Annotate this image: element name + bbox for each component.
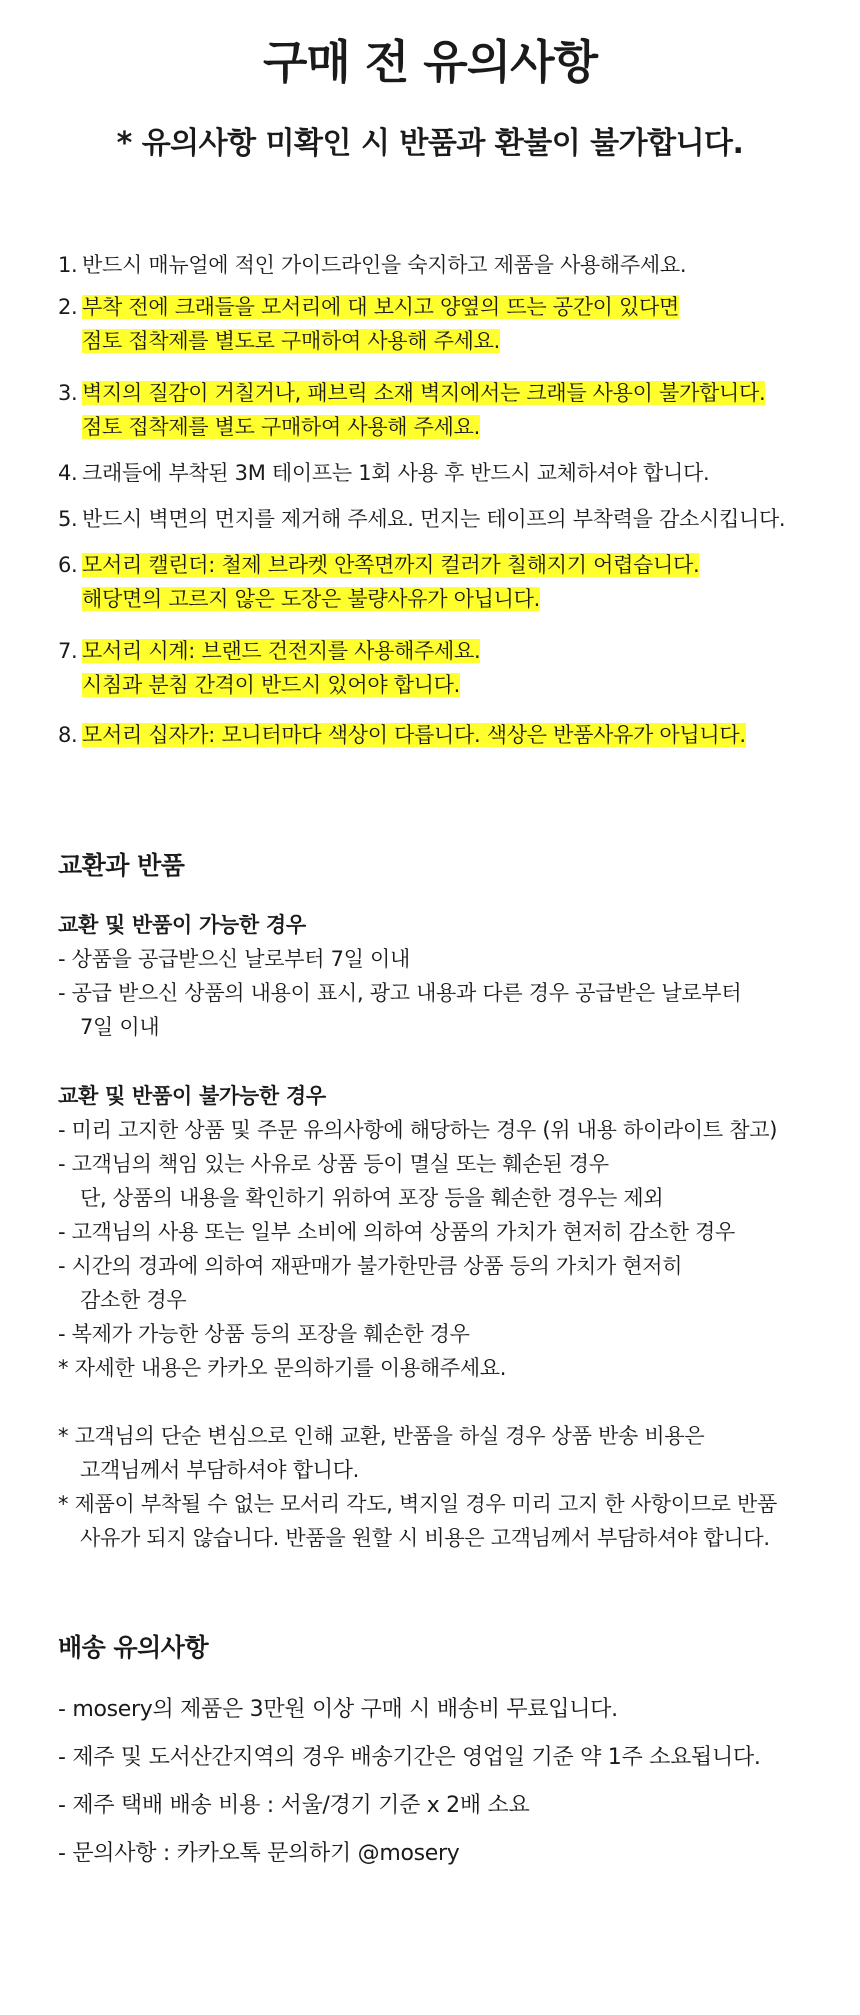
list-item: - 복제가 가능한 상품 등의 포장을 훼손한 경우 [58, 1322, 470, 1346]
notice-item-2 [58, 290, 848, 358]
notice-number: 8. [58, 723, 78, 747]
exchange-notes-block [58, 1419, 848, 1555]
notice-item-1 [58, 248, 848, 282]
exchange-possible-block [58, 908, 848, 1044]
list-item: - 미리 고지한 상품 및 주문 유의사항에 해당하는 경우 (위 내용 하이라이트 참고) [58, 1118, 778, 1142]
note-item-continued: 사유가 되지 않습니다. 반품을 원할 시 비용은 고객님께서 부담하셔야 합니다. [80, 1526, 770, 1550]
notice-text-continued: 시침과 분침 간격이 반드시 있어야 합니다. [82, 673, 461, 697]
shipping-section-title: 배송 유의사항 [58, 1633, 209, 1662]
notice-text: 모서리 시계: 브랜드 건전지를 사용해주세요. [82, 639, 481, 663]
notice-text: 반드시 벽면의 먼지를 제거해 주세요. 먼지는 테이프의 부착력을 감소시킵니다. [82, 507, 786, 531]
notice-number: 4. [58, 461, 78, 485]
list-item: - 시간의 경과에 의하여 재판매가 불가한만큼 상품 등의 가치가 현저히 [58, 1254, 683, 1278]
shipping-item: - 제주 및 도서산간지역의 경우 배송기간은 영업일 기준 약 1주 소요됩니다. [58, 1745, 761, 1770]
shipping-item: - 문의사항 : 카카오톡 문의하기 @mosery [58, 1841, 460, 1866]
list-item: - 공급 받으신 상품의 내용이 표시, 광고 내용과 다른 경우 공급받은 날로부터 [58, 981, 742, 1005]
exchange-section-title: 교환과 반품 [58, 851, 185, 880]
note-item: * 고객님의 단순 변심으로 인해 교환, 반품을 하실 경우 상품 반송 비용은 [58, 1424, 705, 1448]
note-item-continued: 고객님께서 부담하셔야 합니다. [80, 1458, 359, 1482]
list-item-continued: 감소한 경우 [80, 1288, 187, 1312]
notice-item-5 [58, 502, 848, 536]
notice-number: 3. [58, 381, 78, 405]
exchange-possible-heading: 교환 및 반품이 가능한 경우 [58, 913, 306, 937]
page-title: 구매 전 유의사항 [262, 35, 598, 89]
notice-list [58, 248, 848, 752]
notice-text-continued: 점토 접착제를 별도로 구매하여 사용해 주세요. [82, 329, 500, 353]
exchange-impossible-block [58, 1079, 848, 1385]
notice-text: 반드시 매뉴얼에 적인 가이드라인을 숙지하고 제품을 사용해주세요. [82, 253, 687, 277]
notice-text-continued: 점토 접착제를 별도 구매하여 사용해 주세요. [82, 415, 480, 439]
notice-number: 7. [58, 639, 78, 663]
notice-text: 부착 전에 크래들을 모서리에 대 보시고 양옆의 뜨는 공간이 있다면 [82, 295, 679, 319]
shipping-item: - mosery의 제품은 3만원 이상 구매 시 배송비 무료입니다. [58, 1697, 618, 1722]
notice-text-continued: 해당면의 고르지 않은 도장은 불량사유가 아닙니다. [82, 587, 540, 611]
notice-number: 6. [58, 553, 78, 577]
notice-item-6 [58, 548, 848, 616]
list-item: - 상품을 공급받으신 날로부터 7일 이내 [58, 947, 411, 971]
notice-item-3 [58, 376, 848, 444]
notice-text: 모서리 캘린더: 철제 브라켓 안쪽면까지 컬러가 칠해지기 어렵습니다. [82, 553, 700, 577]
notice-text: 벽지의 질감이 거칠거나, 패브릭 소재 벽지에서는 크래들 사용이 불가합니다. [82, 381, 766, 405]
notice-item-8 [58, 718, 848, 752]
shipping-list [58, 1686, 848, 1878]
list-item: - 고객님의 사용 또는 일부 소비에 의하여 상품의 가치가 현저히 감소한 경우 [58, 1220, 735, 1244]
note-item: * 제품이 부착될 수 없는 모서리 각도, 벽지일 경우 미리 고지 한 사항이므로 반품 [58, 1492, 778, 1516]
page-subtitle: * 유의사항 미확인 시 반품과 환불이 불가합니다. [116, 126, 744, 161]
list-item-continued: 7일 이내 [80, 1015, 160, 1039]
notice-number: 2. [58, 295, 78, 319]
notice-number: 5. [58, 507, 78, 531]
notice-item-7 [58, 634, 848, 702]
list-item: * 자세한 내용은 카카오 문의하기를 이용해주세요. [58, 1356, 507, 1380]
notice-text: 크래들에 부착된 3M 테이프는 1회 사용 후 반드시 교체하셔야 합니다. [82, 461, 710, 485]
notice-text: 모서리 십자가: 모니터마다 색상이 다릅니다. 색상은 반품사유가 아닙니다. [82, 723, 746, 747]
list-item-continued: 단, 상품의 내용을 확인하기 위하여 포장 등을 훼손한 경우는 제외 [80, 1186, 664, 1210]
notice-number: 1. [58, 253, 78, 277]
notice-item-4 [58, 456, 848, 490]
shipping-item: - 제주 택배 배송 비용 : 서울/경기 기준 x 2배 소요 [58, 1793, 530, 1818]
exchange-impossible-heading: 교환 및 반품이 불가능한 경우 [58, 1084, 326, 1108]
list-item: - 고객님의 책임 있는 사유로 상품 등이 멸실 또는 훼손된 경우 [58, 1152, 609, 1176]
